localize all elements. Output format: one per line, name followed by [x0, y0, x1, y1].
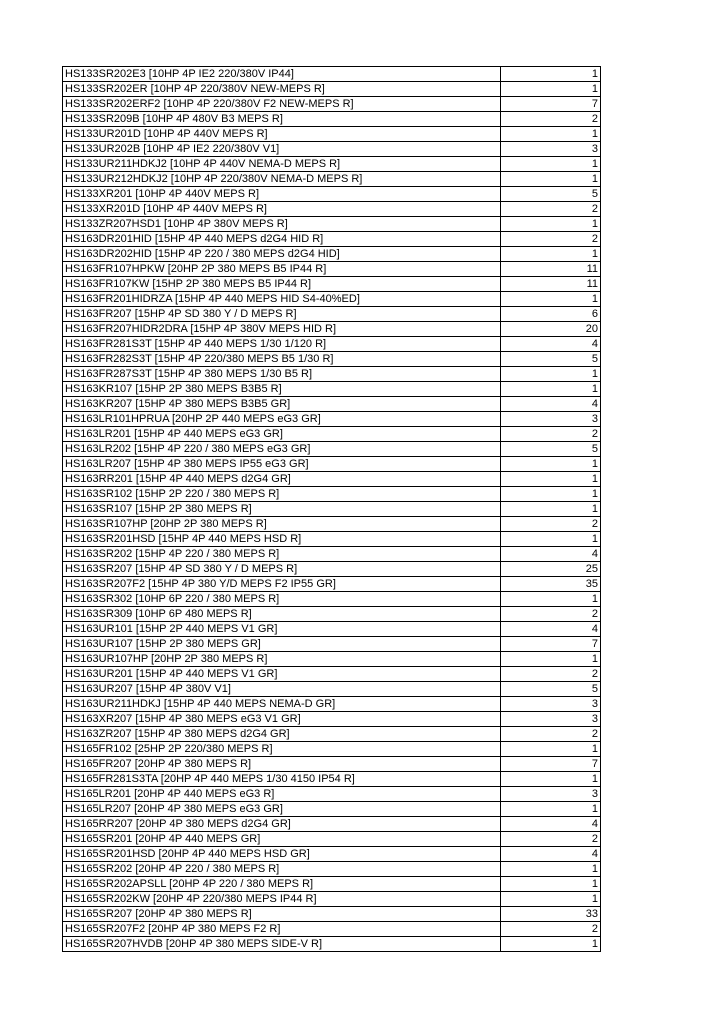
item-quantity-cell: 6 [501, 307, 601, 322]
item-description-cell: HS163KR207 [15HP 4P 380 MEPS B3B5 GR] [63, 397, 501, 412]
item-quantity-cell: 4 [501, 817, 601, 832]
item-quantity-cell: 3 [501, 412, 601, 427]
item-description-cell: HS163UR101 [15HP 2P 440 MEPS V1 GR] [63, 622, 501, 637]
table-row [63, 877, 601, 892]
item-quantity-cell: 1 [501, 652, 601, 667]
item-quantity-cell: 2 [501, 607, 601, 622]
item-description-cell: HS163SR309 [10HP 6P 480 MEPS R] [63, 607, 501, 622]
table-row [63, 487, 601, 502]
item-quantity-cell: 1 [501, 247, 601, 262]
item-description-cell: HS163SR207F2 [15HP 4P 380 Y/D MEPS F2 IP55 GR] [63, 577, 501, 592]
item-quantity-cell: 2 [501, 112, 601, 127]
table-row [63, 562, 601, 577]
table-row [63, 637, 601, 652]
table-row [63, 367, 601, 382]
item-description-cell: HS133UR201D [10HP 4P 440V MEPS R] [63, 127, 501, 142]
item-description-cell: HS133UR211HDKJ2 [10HP 4P 440V NEMA-D MEPS R] [63, 157, 501, 172]
table-row [63, 472, 601, 487]
item-description-cell: HS163UR107HP [20HP 2P 380 MEPS R] [63, 652, 501, 667]
item-description-cell: HS163FR201HIDRZA [15HP 4P 440 MEPS HID S4-40%ED] [63, 292, 501, 307]
item-quantity-cell: 1 [501, 382, 601, 397]
item-quantity-cell: 1 [501, 367, 601, 382]
item-description-cell: HS165SR201HSD [20HP 4P 440 MEPS HSD GR] [63, 847, 501, 862]
item-quantity-cell: 7 [501, 637, 601, 652]
item-description-cell: HS163SR201HSD [15HP 4P 440 MEPS HSD R] [63, 532, 501, 547]
item-description-cell: HS163SR102 [15HP 2P 220 / 380 MEPS R] [63, 487, 501, 502]
table-row [63, 412, 601, 427]
table-row [63, 352, 601, 367]
item-description-cell: HS165SR201 [20HP 4P 440 MEPS GR] [63, 832, 501, 847]
table-row [63, 742, 601, 757]
table-row [63, 67, 601, 82]
inventory-table-body [63, 67, 601, 952]
item-quantity-cell: 1 [501, 742, 601, 757]
item-quantity-cell: 2 [501, 517, 601, 532]
item-description-cell: HS165SR207HVDB [20HP 4P 380 MEPS SIDE-V R] [63, 937, 501, 952]
table-row [63, 397, 601, 412]
item-description-cell: HS165FR102 [25HP 2P 220/380 MEPS R] [63, 742, 501, 757]
item-quantity-cell: 3 [501, 697, 601, 712]
table-row [63, 682, 601, 697]
item-quantity-cell: 1 [501, 862, 601, 877]
item-quantity-cell: 1 [501, 532, 601, 547]
item-quantity-cell: 1 [501, 157, 601, 172]
item-quantity-cell: 3 [501, 142, 601, 157]
item-description-cell: HS163LR101HPRUA [20HP 2P 440 MEPS eG3 GR] [63, 412, 501, 427]
item-quantity-cell: 35 [501, 577, 601, 592]
item-description-cell: HS163UR201 [15HP 4P 440 MEPS V1 GR] [63, 667, 501, 682]
item-quantity-cell: 1 [501, 502, 601, 517]
item-description-cell: HS133UR202B [10HP 4P IE2 220/380V V1] [63, 142, 501, 157]
table-row [63, 217, 601, 232]
table-row [63, 817, 601, 832]
item-quantity-cell: 1 [501, 292, 601, 307]
table-row [63, 382, 601, 397]
item-quantity-cell: 3 [501, 712, 601, 727]
table-row [63, 802, 601, 817]
item-quantity-cell: 1 [501, 217, 601, 232]
item-quantity-cell: 5 [501, 187, 601, 202]
item-quantity-cell: 4 [501, 622, 601, 637]
item-quantity-cell: 4 [501, 337, 601, 352]
table-row [63, 922, 601, 937]
item-description-cell: HS165RR207 [20HP 4P 380 MEPS d2G4 GR] [63, 817, 501, 832]
table-row [63, 772, 601, 787]
item-quantity-cell: 2 [501, 922, 601, 937]
table-row [63, 277, 601, 292]
item-quantity-cell: 1 [501, 127, 601, 142]
table-row [63, 862, 601, 877]
item-quantity-cell: 2 [501, 427, 601, 442]
item-quantity-cell: 1 [501, 802, 601, 817]
table-row [63, 517, 601, 532]
item-description-cell: HS163FR107KW [15HP 2P 380 MEPS B5 IP44 R] [63, 277, 501, 292]
item-description-cell: HS163SR107HP [20HP 2P 380 MEPS R] [63, 517, 501, 532]
item-quantity-cell: 4 [501, 397, 601, 412]
item-description-cell: HS163SR302 [10HP 6P 220 / 380 MEPS R] [63, 592, 501, 607]
table-row [63, 667, 601, 682]
item-description-cell: HS165SR202 [20HP 4P 220 / 380 MEPS R] [63, 862, 501, 877]
table-row [63, 97, 601, 112]
table-row [63, 172, 601, 187]
table-row [63, 127, 601, 142]
item-description-cell: HS133XR201D [10HP 4P 440V MEPS R] [63, 202, 501, 217]
item-quantity-cell: 5 [501, 442, 601, 457]
item-description-cell: HS163LR207 [15HP 4P 380 MEPS IP55 eG3 GR] [63, 457, 501, 472]
item-description-cell: HS165SR202KW [20HP 4P 220/380 MEPS IP44 R] [63, 892, 501, 907]
item-description-cell: HS133SR202E3 [10HP 4P IE2 220/380V IP44] [63, 67, 501, 82]
item-description-cell: HS133UR212HDKJ2 [10HP 4P 220/380V NEMA-D MEPS R] [63, 172, 501, 187]
item-description-cell: HS163FR207 [15HP 4P SD 380 Y / D MEPS R] [63, 307, 501, 322]
item-description-cell: HS163LR202 [15HP 4P 220 / 380 MEPS eG3 GR] [63, 442, 501, 457]
item-description-cell: HS133SR202ER [10HP 4P 220/380V NEW-MEPS R] [63, 82, 501, 97]
table-row [63, 832, 601, 847]
item-quantity-cell: 1 [501, 892, 601, 907]
item-description-cell: HS163UR207 [15HP 4P 380V V1] [63, 682, 501, 697]
item-description-cell: HS163DR201HID [15HP 4P 440 MEPS d2G4 HID R] [63, 232, 501, 247]
table-row [63, 427, 601, 442]
item-description-cell: HS163UR211HDKJ [15HP 4P 440 MEPS NEMA-D GR] [63, 697, 501, 712]
item-description-cell: HS163FR107HPKW [20HP 2P 380 MEPS B5 IP44 R] [63, 262, 501, 277]
item-description-cell: HS163FR282S3T [15HP 4P 220/380 MEPS B5 1/30 R] [63, 352, 501, 367]
item-description-cell: HS163UR107 [15HP 2P 380 MEPS GR] [63, 637, 501, 652]
table-row [63, 577, 601, 592]
table-row [63, 202, 601, 217]
item-description-cell: HS133ZR207HSD1 [10HP 4P 380V MEPS R] [63, 217, 501, 232]
item-quantity-cell: 1 [501, 82, 601, 97]
table-row [63, 157, 601, 172]
item-description-cell: HS163SR107 [15HP 2P 380 MEPS R] [63, 502, 501, 517]
table-row [63, 247, 601, 262]
item-description-cell: HS163ZR207 [15HP 4P 380 MEPS d2G4 GR] [63, 727, 501, 742]
table-row [63, 337, 601, 352]
table-row [63, 757, 601, 772]
item-quantity-cell: 33 [501, 907, 601, 922]
item-description-cell: HS165FR207 [20HP 4P 380 MEPS R] [63, 757, 501, 772]
item-quantity-cell: 25 [501, 562, 601, 577]
item-description-cell: HS163KR107 [15HP 2P 380 MEPS B3B5 R] [63, 382, 501, 397]
table-row [63, 607, 601, 622]
item-description-cell: HS165LR207 [20HP 4P 380 MEPS eG3 GR] [63, 802, 501, 817]
item-description-cell: HS165SR202APSLL [20HP 4P 220 / 380 MEPS R] [63, 877, 501, 892]
table-row [63, 847, 601, 862]
table-row [63, 187, 601, 202]
table-row [63, 892, 601, 907]
item-description-cell: HS163XR207 [15HP 4P 380 MEPS eG3 V1 GR] [63, 712, 501, 727]
table-row [63, 697, 601, 712]
item-quantity-cell: 4 [501, 547, 601, 562]
item-quantity-cell: 2 [501, 727, 601, 742]
item-description-cell: HS133SR209B [10HP 4P 480V B3 MEPS R] [63, 112, 501, 127]
item-description-cell: HS163LR201 [15HP 4P 440 MEPS eG3 GR] [63, 427, 501, 442]
item-quantity-cell: 5 [501, 352, 601, 367]
table-row [63, 532, 601, 547]
table-row [63, 307, 601, 322]
item-description-cell: HS133XR201 [10HP 4P 440V MEPS R] [63, 187, 501, 202]
item-quantity-cell: 1 [501, 67, 601, 82]
item-quantity-cell: 1 [501, 772, 601, 787]
table-row [63, 442, 601, 457]
item-quantity-cell: 11 [501, 277, 601, 292]
table-row [63, 652, 601, 667]
item-description-cell: HS163FR287S3T [15HP 4P 380 MEPS 1/30 B5 R] [63, 367, 501, 382]
item-quantity-cell: 1 [501, 877, 601, 892]
item-quantity-cell: 1 [501, 457, 601, 472]
table-row [63, 292, 601, 307]
item-description-cell: HS133SR202ERF2 [10HP 4P 220/380V F2 NEW-MEPS R] [63, 97, 501, 112]
item-description-cell: HS163SR202 [15HP 4P 220 / 380 MEPS R] [63, 547, 501, 562]
item-quantity-cell: 11 [501, 262, 601, 277]
item-description-cell: HS165SR207F2 [20HP 4P 380 MEPS F2 R] [63, 922, 501, 937]
item-quantity-cell: 2 [501, 232, 601, 247]
item-quantity-cell: 20 [501, 322, 601, 337]
table-row [63, 727, 601, 742]
item-quantity-cell: 2 [501, 667, 601, 682]
item-quantity-cell: 1 [501, 172, 601, 187]
item-quantity-cell: 7 [501, 757, 601, 772]
item-quantity-cell: 3 [501, 787, 601, 802]
table-row [63, 937, 601, 952]
item-description-cell: HS163DR202HID [15HP 4P 220 / 380 MEPS d2G4 HID] [63, 247, 501, 262]
item-description-cell: HS163RR201 [15HP 4P 440 MEPS d2G4 GR] [63, 472, 501, 487]
item-description-cell: HS163FR281S3T [15HP 4P 440 MEPS 1/30 1/120 R] [63, 337, 501, 352]
item-quantity-cell: 1 [501, 592, 601, 607]
table-row [63, 232, 601, 247]
item-description-cell: HS163FR207HIDR2DRA [15HP 4P 380V MEPS HID R] [63, 322, 501, 337]
item-quantity-cell: 4 [501, 847, 601, 862]
table-row [63, 262, 601, 277]
inventory-table [62, 66, 601, 952]
item-quantity-cell: 1 [501, 487, 601, 502]
table-row [63, 907, 601, 922]
table-row [63, 592, 601, 607]
item-quantity-cell: 7 [501, 97, 601, 112]
table-row [63, 502, 601, 517]
item-quantity-cell: 2 [501, 202, 601, 217]
table-row [63, 142, 601, 157]
item-description-cell: HS165LR201 [20HP 4P 440 MEPS eG3 R] [63, 787, 501, 802]
item-quantity-cell: 5 [501, 682, 601, 697]
item-quantity-cell: 1 [501, 937, 601, 952]
item-description-cell: HS165SR207 [20HP 4P 380 MEPS R] [63, 907, 501, 922]
table-row [63, 82, 601, 97]
item-description-cell: HS165FR281S3TA [20HP 4P 440 MEPS 1/30 4150 IP54 R] [63, 772, 501, 787]
table-row [63, 547, 601, 562]
table-row [63, 457, 601, 472]
table-row [63, 712, 601, 727]
table-row [63, 787, 601, 802]
table-row [63, 112, 601, 127]
table-row [63, 322, 601, 337]
item-quantity-cell: 2 [501, 832, 601, 847]
item-description-cell: HS163SR207 [15HP 4P SD 380 Y / D MEPS R] [63, 562, 501, 577]
item-quantity-cell: 1 [501, 472, 601, 487]
table-row [63, 622, 601, 637]
